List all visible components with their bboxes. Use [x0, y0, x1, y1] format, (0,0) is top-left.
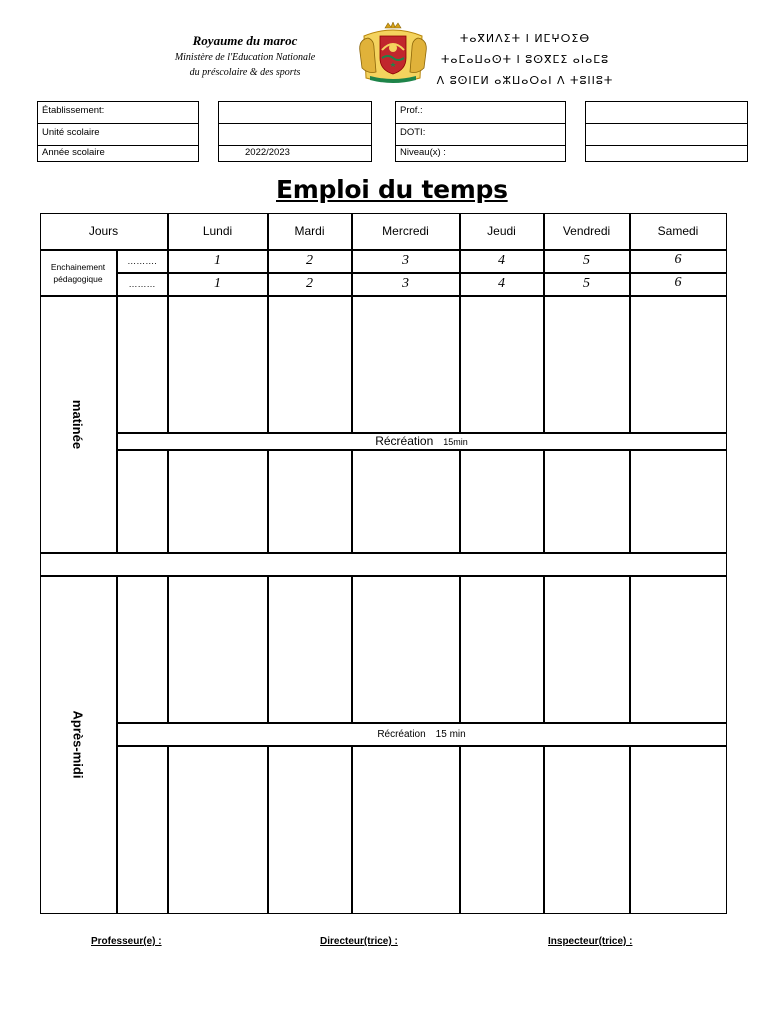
- ministry-header-tifinagh: [432, 28, 618, 91]
- inspecteur-signature-label: Inspecteur(trice) :: [548, 936, 633, 947]
- seq-r2-mercredi[interactable]: 3: [352, 273, 460, 296]
- slot-morning-1-mardi[interactable]: [268, 296, 352, 433]
- day-header-lundi: Lundi: [168, 213, 268, 250]
- slot-afternoon-1-jeudi[interactable]: [460, 576, 544, 723]
- slot-morning-2-lundi[interactable]: [168, 450, 268, 553]
- recreation-afternoon-label: Récréation: [377, 728, 426, 740]
- recreation-morning-duration: 15min: [443, 437, 468, 447]
- recreation-afternoon-duration: 15 min: [435, 728, 466, 740]
- seq-r1-mardi[interactable]: 2: [268, 250, 352, 273]
- time-slot[interactable]: [117, 450, 168, 553]
- seq-r1-jeudi[interactable]: 4: [460, 250, 544, 273]
- midday-separator-row: [40, 553, 727, 576]
- time-slot[interactable]: [117, 296, 168, 433]
- matinee-label-cell: [40, 296, 117, 553]
- slot-morning-2-jeudi[interactable]: [460, 450, 544, 553]
- annee-scolaire-value[interactable]: 2022/2023: [245, 147, 290, 158]
- seq-r1-mercredi[interactable]: 3: [352, 250, 460, 273]
- slot-afternoon-2-jeudi[interactable]: [460, 746, 544, 914]
- ministry-header-french: [160, 32, 330, 80]
- niveau-label: Niveau(x) :: [400, 147, 446, 158]
- slot-afternoon-2-vendredi[interactable]: [544, 746, 630, 914]
- day-header-mercredi: Mercredi: [352, 213, 460, 250]
- slot-morning-1-vendredi[interactable]: [544, 296, 630, 433]
- recreation-morning-row: [117, 433, 727, 450]
- day-header-samedi: Samedi: [630, 213, 727, 250]
- school-info-labels: [37, 101, 199, 162]
- unite-scolaire-value[interactable]: [219, 124, 371, 146]
- unite-scolaire-label: Unité scolaire: [38, 124, 198, 146]
- ministry-name: Ministère de l'Education Nationale: [174, 52, 316, 63]
- prof-label: Prof.:: [396, 102, 565, 124]
- matinee-label: matinée: [70, 399, 86, 449]
- day-header-vendredi: Vendredi: [544, 213, 630, 250]
- kingdom-name: Royaume du maroc: [192, 33, 298, 48]
- prof-value[interactable]: [586, 102, 747, 124]
- slot-afternoon-1-samedi[interactable]: [630, 576, 727, 723]
- slot-morning-2-mardi[interactable]: [268, 450, 352, 553]
- slot-morning-1-lundi[interactable]: [168, 296, 268, 433]
- annee-scolaire-label: Année scolaire: [42, 147, 105, 158]
- slot-afternoon-1-vendredi[interactable]: [544, 576, 630, 723]
- jours-header: Jours: [40, 213, 168, 250]
- slot-afternoon-1-mercredi[interactable]: [352, 576, 460, 723]
- slot-afternoon-1-mardi[interactable]: [268, 576, 352, 723]
- tifinagh-line-3: ⴷ ⵓⵙⵏⵎⵍ ⴰⵣⵡⴰⵔⴰⵏ ⴷ ⵜⵓⵏⵏⵓⵜ: [436, 74, 614, 87]
- seq-r2-mardi[interactable]: 2: [268, 273, 352, 296]
- recreation-afternoon-row: [117, 723, 727, 746]
- seq-r1-lundi[interactable]: 1: [168, 250, 268, 273]
- slot-morning-2-samedi[interactable]: [630, 450, 727, 553]
- doti-label: DOTI:: [396, 124, 565, 146]
- tifinagh-line-1: ⵜⴰⴳⵍⴷⵉⵜ ⵏ ⵍⵎⵖⵔⵉⴱ: [459, 32, 591, 45]
- seq-r2-lundi[interactable]: 1: [168, 273, 268, 296]
- professeur-signature-label: Professeur(e) :: [91, 936, 162, 947]
- seq-r2-vendredi[interactable]: 5: [544, 273, 630, 296]
- slot-afternoon-2-samedi[interactable]: [630, 746, 727, 914]
- school-info-values: [218, 101, 372, 162]
- seq-r2-jeudi[interactable]: 4: [460, 273, 544, 296]
- directeur-signature-label: Directeur(trice) :: [320, 936, 398, 947]
- time-slot[interactable]: [117, 746, 168, 914]
- coat-of-arms-icon: [354, 22, 432, 86]
- tifinagh-line-2: ⵜⴰⵎⴰⵡⴰⵙⵜ ⵏ ⵓⵙⴳⵎⵉ ⴰⵏⴰⵎⵓ: [440, 53, 610, 66]
- slot-morning-1-samedi[interactable]: [630, 296, 727, 433]
- etablissement-label: Établissement:: [38, 102, 198, 124]
- slot-afternoon-2-mercredi[interactable]: [352, 746, 460, 914]
- teacher-info-labels: [395, 101, 566, 162]
- apres-midi-label: Après-midi: [70, 710, 86, 779]
- doti-value[interactable]: [586, 124, 747, 146]
- page-title: Emploi du temps: [276, 175, 508, 204]
- teacher-info-values: [585, 101, 748, 162]
- slot-morning-2-mercredi[interactable]: [352, 450, 460, 553]
- enchainement-label: Enchainement pédagogique: [40, 250, 117, 296]
- apres-midi-label-cell: [40, 576, 117, 914]
- recreation-morning-label: Récréation: [375, 434, 434, 448]
- slot-morning-2-vendredi[interactable]: [544, 450, 630, 553]
- enchainement-dots-2[interactable]: ………: [117, 273, 168, 296]
- enchainement-dots-1[interactable]: ……….: [117, 250, 168, 273]
- seq-r2-samedi[interactable]: 6: [630, 273, 727, 296]
- day-header-mardi: Mardi: [268, 213, 352, 250]
- slot-afternoon-1-lundi[interactable]: [168, 576, 268, 723]
- etablissement-value[interactable]: [219, 102, 371, 124]
- slot-afternoon-2-lundi[interactable]: [168, 746, 268, 914]
- ministry-subtitle: du préscolaire & des sports: [189, 67, 301, 78]
- seq-r1-vendredi[interactable]: 5: [544, 250, 630, 273]
- slot-morning-1-jeudi[interactable]: [460, 296, 544, 433]
- slot-morning-1-mercredi[interactable]: [352, 296, 460, 433]
- slot-afternoon-2-mardi[interactable]: [268, 746, 352, 914]
- time-slot[interactable]: [117, 576, 168, 723]
- day-header-jeudi: Jeudi: [460, 213, 544, 250]
- timetable: [40, 213, 727, 914]
- seq-r1-samedi[interactable]: 6: [630, 250, 727, 273]
- niveau-value[interactable]: [586, 146, 747, 162]
